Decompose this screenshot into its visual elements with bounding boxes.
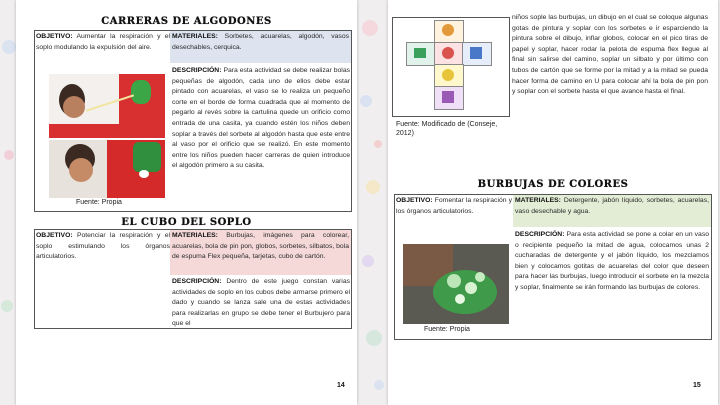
description-text: Dentro de este juego constan varias actividades de soplo en los cubos debe armarse primero el dado y cuando se lanza sale una de estas actividades para realizarlas en grupo se debe tener el Burbujero para que el [172,278,350,327]
continuation-text: niños sople las burbujas, un dibujo en el cual se coloque algunas gotas de pintura y soplar con los sorbetes e ir esparciendo la pintura sobre el dibujo, inflar globos, colocar en el pico tiras de papel y soplar, hacer rodar la pelota de espuma flex llegue al final sin salirse del camino, soplar un silbato y por último con tubos de cartón que se forme por la mitad y a la mitad se pueda hacer forma de camino en U para colocar ahí la bola de pin pon y soplar con el sorbete hasta el que avance hasta el final. [512,14,708,96]
description-label: DESCRIPCIÓN: [515,231,565,238]
objective-text: Potenciar la respiración y el soplo estimulando los órganos articulatorios. [36,232,170,261]
right-page [388,0,718,405]
materials-label: MATERIALES: [515,197,561,204]
objective-label: OBJETIVO: [36,33,73,40]
page-number: 14 [337,382,345,389]
materials-cell [170,31,351,63]
materials-label: MATERIALES: [172,232,218,239]
section-title-cubo: EL CUBO DEL SOPLO [121,217,252,228]
description-cell [172,277,350,327]
decor-dot [1,300,13,312]
materials-cell [513,195,711,227]
page-number: 15 [693,382,701,389]
objective-label: OBJETIVO: [396,197,433,204]
description-text: Para esta actividad se debe realizar bolas pequeñas de algodón, cada uno de ellos debe estar pintado con acuarelas, el vaso se lo realiza un pequeño corte en el borde de forma cuadrada que al momento de pegarlo al revés sobre la cartulina quede un orificio como entrada de una casita, ya cuando estén los niños deben soplar a través del sorbete al algodón hasta que este entre al vaso por el orificio que se realizó. En este momento entre los niños pueden hacer carreras de quien introduce el algodón primero a su casita. [172,67,350,170]
decor-dot [374,380,384,390]
decor-dot [362,255,374,267]
left-page [16,0,357,405]
description-cell [515,230,709,338]
materials-label: MATERIALES: [172,33,218,40]
decor-dot [2,40,16,54]
photo-colored-bubbles [403,244,509,324]
section-title-carreras: CARRERAS DE ALGODONES [101,16,272,27]
objective-cell [396,196,512,232]
materials-text: Detergente, jabón líquido, sorbetes, acuarelas, vaso desechable y agua. [515,197,710,215]
objective-label: OBJETIVO: [36,232,73,239]
objective-cell [36,231,170,281]
photo-children-blowing-cotton [49,140,165,198]
description-text: Para esta actividad se pone a colar en un vaso o recipiente pequeño la mitad de agua, colocamos unas 2 cucharadas de detergente y el jabón líquido, los mezclamos bien y colocamos gotitas de acuarelas del color que deseen para hacer las burbujas, luego introducir el sorbete en la mezcla y soplar, finalmente se irán formando las burbujas de colores. [515,231,709,291]
description-cell [172,66,350,210]
decor-dot [4,150,14,160]
objective-text: Fomentar la respiración y los órganos articulatorios. [396,197,512,215]
decor-dot [366,180,380,194]
cube-net-illustration [400,20,496,110]
materials-cell [170,230,351,275]
description-label: DESCRIPCIÓN: [172,67,222,74]
decor-dot [366,330,382,346]
section-title-burbujas: BURBUJAS DE COLORES [477,179,629,190]
materials-text: Burbujas, imágenes para colorear, acuarelas, bola de pin pon, globos, sorbetes, silbatos, bola de espuma Flex pequeña, tarjetas, cubo de cartón. [172,232,349,261]
figure-source-caption: Fuente: Modificado de (Conseje, 2012) [396,121,498,137]
source-caption: Fuente: Propia [424,326,470,333]
materials-text: Sorbetes, acuarelas, algodón, vasos desechables, cerquica. [172,33,350,51]
objective-text: Aumentar la respiración y el soplo modulando la expulsión del aire. [36,33,170,51]
source-caption: Fuente: Propia [76,199,122,206]
decor-dot [362,20,378,36]
photo-child-blowing-straw [49,74,165,138]
objective-cell [36,32,170,68]
description-label: DESCRIPCIÓN: [172,278,222,285]
decor-dot [360,95,372,107]
decor-dot [374,140,382,148]
